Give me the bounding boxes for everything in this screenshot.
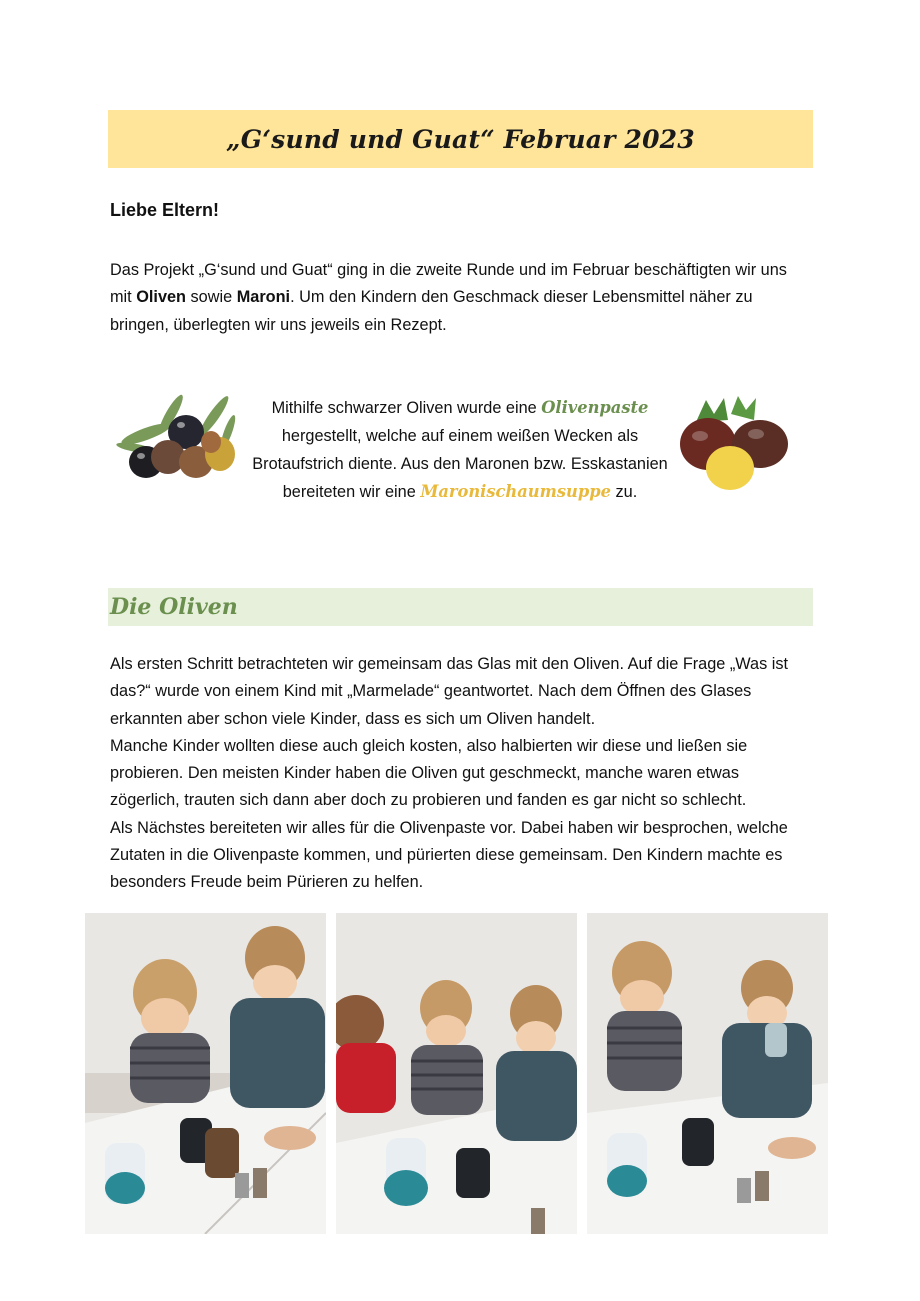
intro-paragraph	[110, 257, 810, 339]
recipes-text-1: Mithilfe schwarzer Oliven wurde eine	[271, 399, 542, 417]
body-line-2: Manche Kinder wollten diese auch gleich kosten, also halbierten wir diese und ließen sie probieren. Den meisten Kinder haben die Oliven gut geschmeckt, manche waren etwas zögerlich, trauten sich dann aber doch zu probieren und fanden es gar nicht so schlecht.	[110, 736, 748, 810]
olives-image	[116, 392, 244, 488]
intro-bold-maroni: Maroni	[236, 288, 291, 307]
section-banner	[108, 588, 813, 626]
photo-children-2	[336, 913, 577, 1234]
page-title: „G‘sund und Guat“ Februar 2023	[226, 124, 695, 154]
photo-children-3	[587, 913, 828, 1234]
recipes-text-3: zu.	[611, 483, 638, 501]
photo-children-1	[85, 913, 326, 1234]
maronischaumsuppe-highlight: Maronischaumsuppe	[420, 482, 612, 501]
recipes-paragraph	[240, 394, 680, 506]
chestnuts-image	[676, 392, 794, 492]
body-paragraph	[110, 651, 810, 897]
intro-bold-olives: Oliven	[136, 288, 187, 307]
title-banner	[108, 110, 813, 168]
intro-text-3: . Um den Kindern den Geschmack dieser Lebensmittel näher zu bringen, überlegten wir uns jeweils ein Rezept.	[110, 288, 753, 334]
intro-text-1: Das Projekt „G‘sund und Guat“ ging in die zweite Runde und im Februar beschäftigten wir uns mit	[110, 261, 787, 307]
recipes-text-2: hergestellt, welche auf einem weißen Wecken als Brotaufstrich diente. Aus den Maronen bzw. Esskastanien bereiteten wir eine	[252, 427, 668, 501]
intro-text-2: sowie	[186, 288, 237, 307]
body-line-3: Als Nächstes bereiteten wir alles für die Olivenpaste vor. Dabei haben wir besprochen, welche Zutaten in die Olivenpaste kommen, und pürierten diese gemeinsam. Den Kindern machte es besonders Freude beim Pürieren zu helfen.	[110, 818, 788, 892]
section-title: Die Oliven	[110, 594, 238, 620]
body-line-1: Als ersten Schritt betrachteten wir gemeinsam das Glas mit den Oliven. Auf die Frage „Was ist das?“ wurde von einem Kind mit „Marmelade“ geantwortet. Nach dem Öffnen des Glases erkannten aber schon viele Kinder, dass es sich um Oliven handelt.	[110, 655, 789, 728]
olivenpaste-highlight: Olivenpaste	[541, 398, 649, 417]
greeting: Liebe Eltern!	[110, 200, 220, 220]
